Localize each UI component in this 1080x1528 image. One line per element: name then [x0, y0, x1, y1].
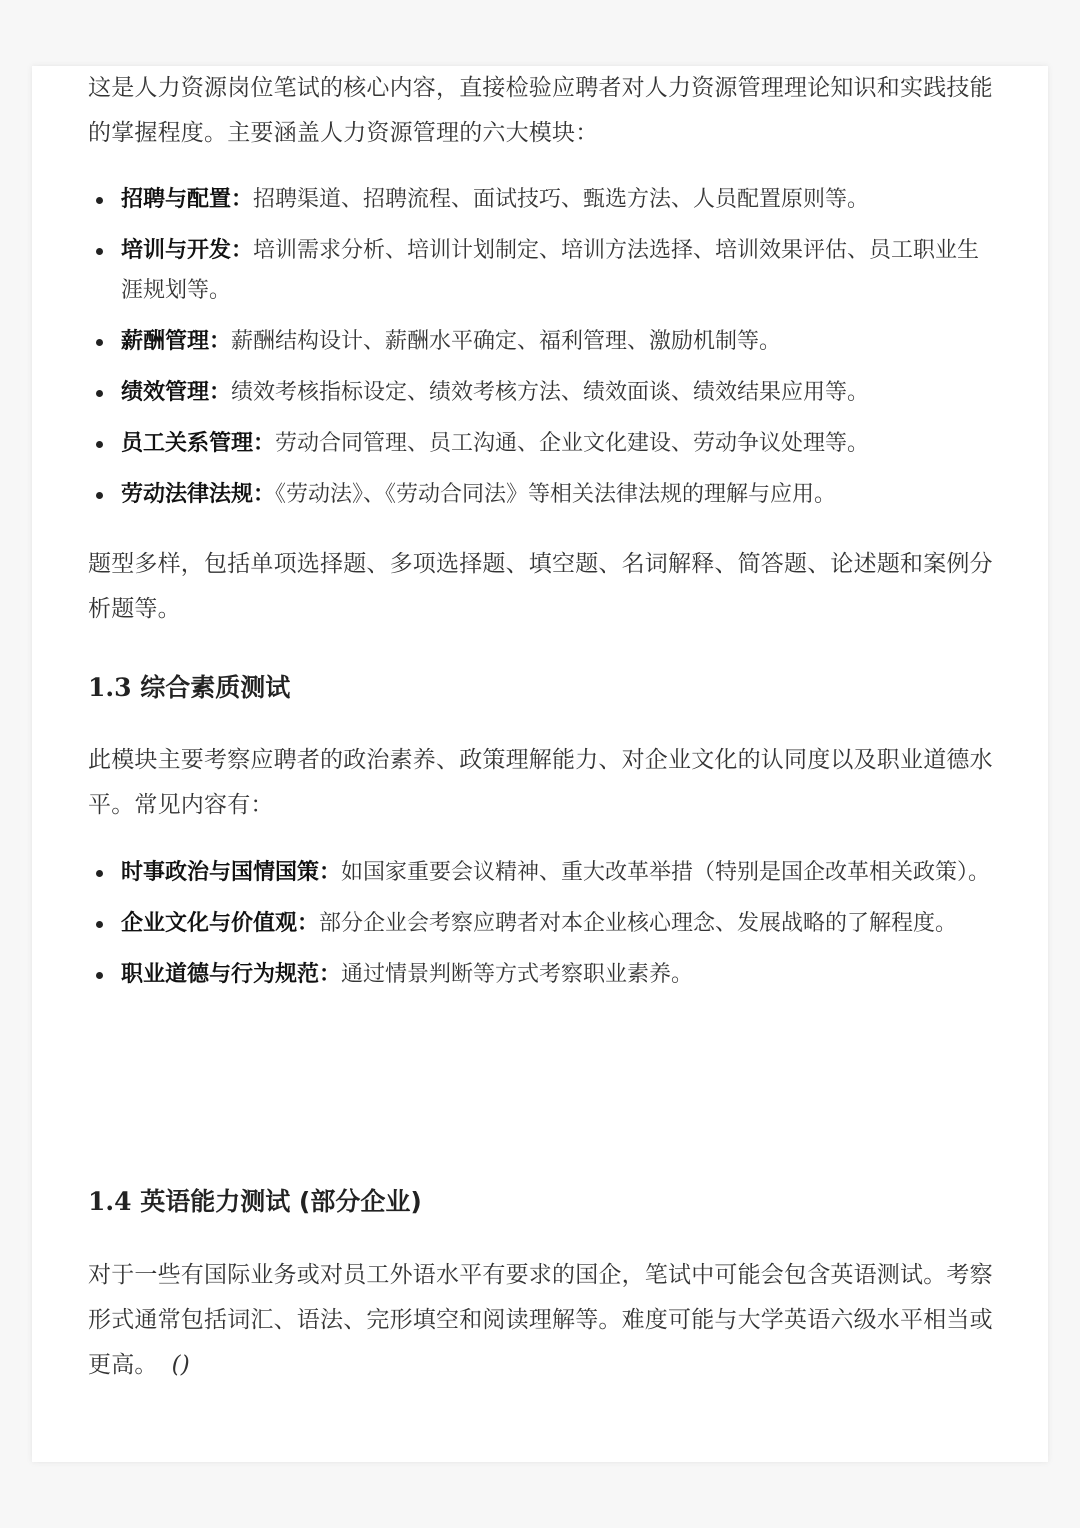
list-item-term: 薪酬管理： [121, 329, 232, 354]
list-item-term: 劳动法律法规： [121, 482, 276, 507]
section-heading-1-3 [88, 668, 290, 708]
bullet-dot [96, 441, 103, 448]
article-card [32, 66, 1048, 1462]
list-item-text: 招聘渠道、招聘流程、面试技巧、甄选方法、人员配置原则等。 [253, 187, 870, 212]
bullet-dot [96, 390, 103, 397]
section-intro-paragraph: 此模块主要考察应聘者的政治素养、政策理解能力、对企业文化的认同度以及职业道德水平。常见内容有： [88, 747, 993, 818]
bullet-dot [96, 870, 103, 877]
bullet-dot [96, 972, 103, 979]
module-list [88, 180, 998, 515]
list-item [88, 424, 998, 464]
section-title: 综合素质测试 [140, 673, 291, 702]
list-item-text: 通过情景判断等方式考察职业素养。 [341, 962, 694, 987]
list-item-text: 如国家重要会议精神、重大改革举措（特别是国企改革相关政策）。 [341, 860, 991, 885]
list-item-term: 职业道德与行为规范： [121, 962, 342, 987]
list-item [88, 180, 998, 220]
list-item [88, 322, 998, 362]
paragraph-text: 对于一些有国际业务或对员工外语水平有要求的国企，笔试中可能会包含英语测试。考察形式通常包括词汇、语法、完形填空和阅读理解等。难度可能与大学英语六级水平相当或更高。 [88, 1262, 993, 1378]
citation-mark[interactable]: () [171, 1352, 190, 1378]
list-item-text: 劳动合同管理、员工沟通、企业文化建设、劳动争议处理等。 [275, 431, 870, 456]
list-item-text: 《劳动法》、《劳动合同法》等相关法律法规的理解与应用。 [275, 482, 837, 507]
section-heading-1-4 [88, 1182, 422, 1222]
section-intro-paragraph: 这是人力资源岗位笔试的核心内容，直接检验应聘者对人力资源管理理论知识和实践技能的掌握程度。主要涵盖人力资源管理的六大模块： [88, 75, 993, 146]
list-item [88, 231, 998, 311]
section-number: 1.3 [88, 673, 132, 702]
list-item [88, 475, 998, 515]
list-item-term: 时事政治与国情国策： [121, 860, 342, 885]
section-title: 英语能力测试 (部分企业) [140, 1187, 422, 1216]
list-item [88, 373, 998, 413]
list-item-term: 企业文化与价值观： [121, 911, 320, 936]
quality-test-list [88, 853, 998, 995]
list-item [88, 904, 998, 944]
list-item-text: 部分企业会考察应聘者对本企业核心理念、发展战略的了解程度。 [319, 911, 958, 936]
question-types-paragraph: 题型多样，包括单项选择题、多项选择题、填空题、名词解释、简答题、论述题和案例分析题等。 [88, 551, 993, 622]
list-item-text: 培训需求分析、培训计划制定、培训方法选择、培训效果评估、员工职业生涯规划等。 [121, 238, 980, 303]
list-item [88, 955, 998, 995]
list-item [88, 853, 998, 893]
bullet-dot [96, 492, 103, 499]
list-item-term: 培训与开发： [121, 238, 254, 263]
list-item-text: 绩效考核指标设定、绩效考核方法、绩效面谈、绩效结果应用等。 [231, 380, 870, 405]
bullet-dot [96, 921, 103, 928]
bullet-dot [96, 339, 103, 346]
bullet-dot [96, 197, 103, 204]
list-item-text: 薪酬结构设计、薪酬水平确定、福利管理、激励机制等。 [231, 329, 782, 354]
bullet-dot [96, 248, 103, 255]
list-item-term: 招聘与配置： [121, 187, 254, 212]
english-test-paragraph [88, 1253, 998, 1388]
list-item-term: 绩效管理： [121, 380, 232, 405]
list-item-term: 员工关系管理： [121, 431, 276, 456]
section-number: 1.4 [88, 1187, 132, 1216]
